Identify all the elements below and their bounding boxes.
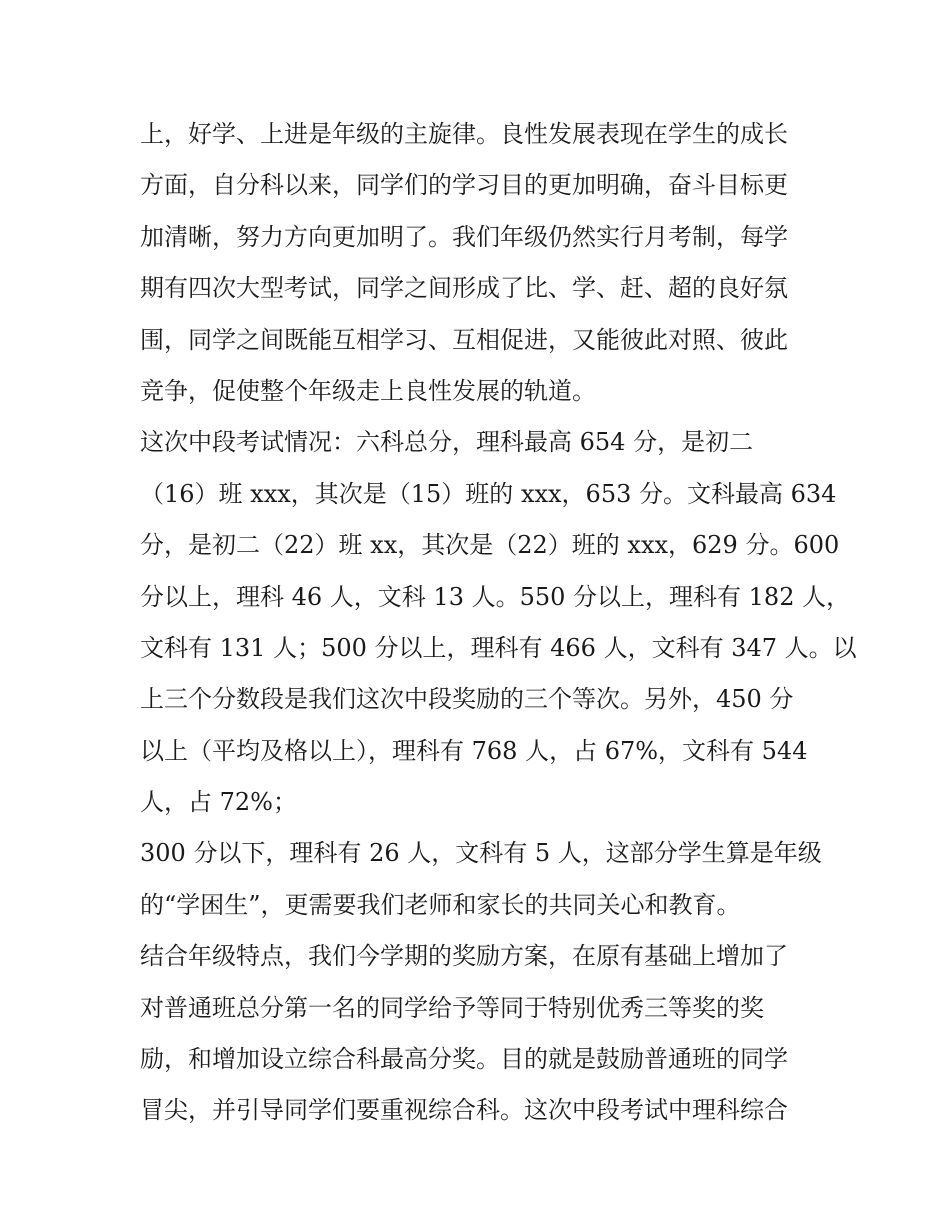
document-body <box>140 109 857 1137</box>
text-line: 这次中段考试情况：六科总分，理科最高 654 分，是初二 <box>140 428 754 457</box>
text-line: 竞争，促使整个年级走上良性发展的轨道。 <box>140 376 596 405</box>
text-line: 上三个分数段是我们这次中段奖励的三个等次。另外，450 分 <box>140 685 794 714</box>
text-line: 围，同学之间既能互相学习、互相促进，又能彼此对照、彼此 <box>140 325 788 354</box>
text-line: 结合年级特点，我们今学期的奖励方案，在原有基础上增加了 <box>140 942 788 971</box>
text-line: 300 分以下，理科有 26 人，文科有 5 人，这部分学生算是年级 <box>140 839 822 868</box>
text-line: （16）班 xxx，其次是（15）班的 xxx，653 分。文科最高 634 <box>140 479 837 508</box>
text-line: 分以上，理科 46 人，文科 13 人。550 分以上，理科有 182 人， <box>140 582 851 611</box>
text-line: 方面，自分科以来，同学们的学习目的更加明确，奋斗目标更 <box>140 171 788 200</box>
text-line: 上，好学、上进是年级的主旋律。良性发展表现在学生的成长 <box>140 120 788 148</box>
text-line: 加清晰，努力方向更加明了。我们年级仍然实行月考制，每学 <box>140 222 788 251</box>
text-line: 分，是初二（22）班 xx，其次是（22）班的 xxx，629 分。600 <box>140 531 840 560</box>
text-line: 对普通班总分第一名的同学给予等同于特别优秀三等奖的奖 <box>140 993 764 1022</box>
text-line: 人，占 72%； <box>140 788 297 817</box>
text-line: 以上（平均及格以上），理科有 768 人，占 67%，文科有 544 <box>140 736 808 765</box>
text-line: 冒尖，并引导同学们要重视综合科。这次中段考试中理科综合 <box>140 1096 788 1125</box>
text-line: 的“学困生”，更需要我们老师和家长的共同关心和教育。 <box>140 890 741 919</box>
text-line: 期有四次大型考试，同学之间形成了比、学、赶、超的良好氛 <box>140 274 788 303</box>
text-line: 励，和增加设立综合科最高分奖。目的就是鼓励普通班的同学 <box>140 1045 788 1074</box>
text-line: 文科有 131 人；500 分以上，理科有 466 人，文科有 347 人。以 <box>140 633 857 662</box>
